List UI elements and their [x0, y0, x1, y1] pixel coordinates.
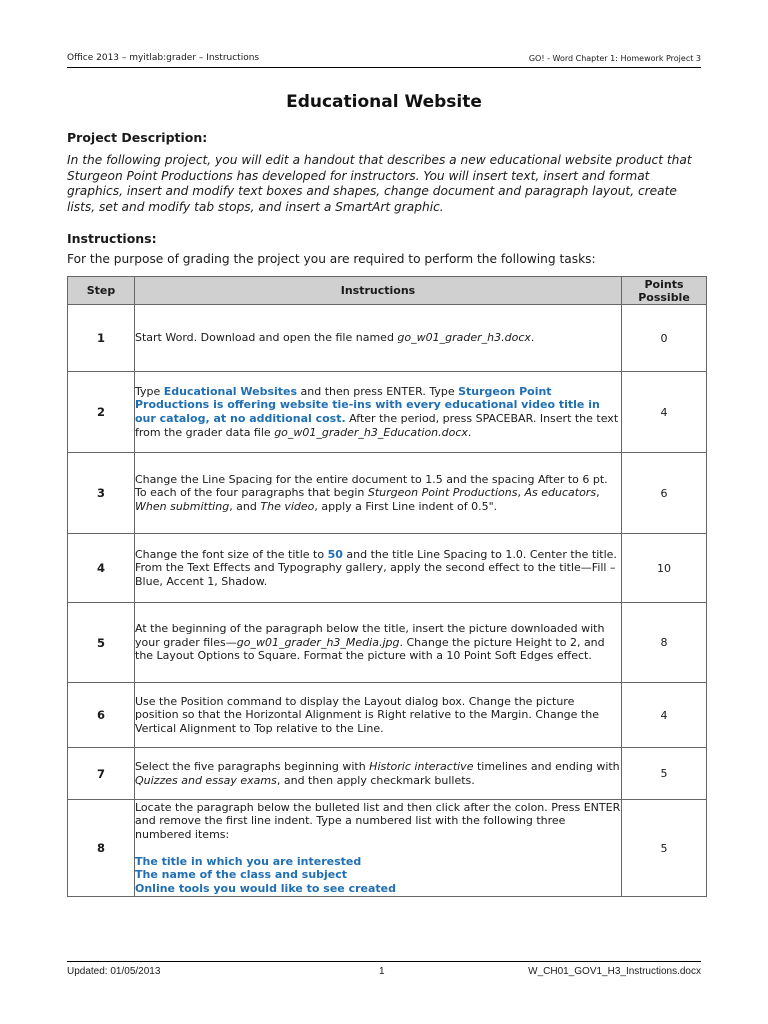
table-header-row [68, 277, 707, 305]
italic-text: When submitting [135, 499, 230, 513]
text-run: , and then apply checkmark bullets. [276, 773, 475, 787]
filename: go_w01_grader_h3_Education.docx [274, 425, 468, 439]
step-points: 4 [622, 683, 707, 748]
table-row [68, 372, 707, 453]
text-run: . Change the picture Height to 2, and the Layout Options to Square. Format the picture with a 10 Point Soft Edges effect. [135, 635, 605, 663]
italic-text: Historic interactive [369, 759, 474, 773]
instructions-heading: Instructions: [67, 231, 157, 246]
text-run: Use the Position command to display the Layout dialog box. Change the picture position so that the Horizontal Alignment is Right relative to the Margin. Change the Vertical Alignment to Top relative to the Line. [135, 694, 599, 735]
header-left: Office 2013 – myitlab:grader – Instructions [67, 53, 260, 63]
step-number: 5 [68, 603, 135, 683]
step-instructions [135, 534, 622, 603]
text-run: Change the Line Spacing for the entire document to 1.5 and the spacing After to 6 pt. To each of the four paragraphs that begin [135, 472, 608, 500]
step-number: 1 [68, 305, 135, 372]
header-divider [67, 67, 701, 68]
italic-text: Sturgeon Point Productions [367, 486, 518, 500]
table-row [68, 534, 707, 603]
project-description-text: In the following project, you will edit a handout that describes a new educational website product that Sturgeon Point Productions has developed for instructors. You will insert text, insert and format graphics, insert and modify text boxes and shapes, change document and paragraph layout, create lists, set and modify tab stops, and insert a SmartArt graphic. [67, 153, 692, 214]
page-number: 1 [379, 966, 385, 977]
table-row [68, 603, 707, 683]
step-number: 7 [68, 748, 135, 800]
filename: go_w01_grader_h3.docx [397, 331, 531, 345]
text-run: Locate the paragraph below the bulleted list and then click after the colon. Press ENTER and remove the first line indent. Type a numbered list with the following three numbered items: [135, 800, 621, 841]
table-row [68, 453, 707, 534]
text-run: Select the five paragraphs beginning with [135, 759, 370, 773]
text-run: Change the font size of the title to [135, 547, 328, 561]
step-number: 2 [68, 372, 135, 453]
instructions-intro: For the purpose of grading the project you are required to perform the following tasks: [67, 252, 596, 266]
step-instructions [135, 453, 622, 534]
document-title: Educational Website [286, 92, 482, 112]
table-row [68, 748, 707, 800]
numbered-items [135, 855, 621, 896]
typed-text: Sturgeon Point Productions is offering website tie-ins with every educational video title in our catalog, at no additional cost. [135, 384, 600, 425]
footer-updated: Updated: 01/05/2013 [67, 966, 161, 977]
table-row [68, 800, 707, 897]
text-run: , [596, 486, 600, 500]
step-number: 4 [68, 534, 135, 603]
italic-text: The video [260, 499, 315, 513]
table-row [68, 305, 707, 372]
text-run: and the title Line Spacing to 1.0. Center the title. From the Text Effects and Typography gallery, apply the second effect to the title—Fill – Blue, Accent 1, Shadow. [135, 547, 617, 588]
step-instructions [135, 603, 622, 683]
text-run: At the beginning of the paragraph below the title, insert the picture downloaded with your grader files— [135, 622, 605, 649]
typed-text: 50 [327, 547, 343, 561]
italic-text: As educators [524, 486, 597, 500]
step-instructions [135, 800, 622, 897]
header-right: GO! - Word Chapter 1: Homework Project 3 [528, 54, 701, 63]
project-description-heading: Project Description: [67, 130, 208, 145]
text-run: , and [229, 499, 261, 513]
filename: go_w01_grader_h3_Media.jpg [236, 635, 400, 649]
page-header [67, 53, 701, 67]
step-points: 6 [622, 453, 707, 534]
step-points: 5 [622, 800, 707, 897]
header-points: Points Possible [622, 277, 707, 305]
step-number: 8 [68, 800, 135, 897]
footer-filename: W_CH01_GOV1_H3_Instructions.docx [528, 966, 701, 977]
step-instructions [135, 305, 622, 372]
text-run: After the period, press SPACEBAR. Insert the text from the grader data file [135, 412, 619, 439]
step-points: 10 [622, 534, 707, 603]
tasks-table [67, 276, 707, 897]
text-run: and then press ENTER. Type [297, 384, 459, 398]
text-run: , apply a First Line indent of 0.5". [314, 499, 498, 513]
text-run: , [517, 486, 525, 500]
step-instructions [135, 748, 622, 800]
page-footer [67, 966, 701, 980]
list-item: The title in which you are interested [135, 854, 362, 868]
step-instructions [135, 372, 622, 453]
text-run: Type [135, 384, 164, 398]
text-run: . [530, 331, 535, 345]
step-number: 3 [68, 453, 135, 534]
footer-divider [67, 961, 701, 962]
text-run: timelines and ending with [473, 759, 620, 773]
typed-text: Educational Websites [163, 384, 298, 398]
text-run: Start Word. Download and open the file named [135, 331, 398, 345]
header-step: Step [68, 277, 135, 305]
step-points: 8 [622, 603, 707, 683]
step-points: 4 [622, 372, 707, 453]
text-run: . [467, 425, 472, 439]
header-instructions: Instructions [135, 277, 622, 305]
step-points: 0 [622, 305, 707, 372]
step-points: 5 [622, 748, 707, 800]
table-row [68, 683, 707, 748]
step-number: 6 [68, 683, 135, 748]
list-item: The name of the class and subject [135, 868, 348, 882]
italic-text: Quizzes and essay exams [135, 773, 277, 787]
step-instructions [135, 683, 622, 748]
list-item: Online tools you would like to see created [135, 881, 396, 895]
